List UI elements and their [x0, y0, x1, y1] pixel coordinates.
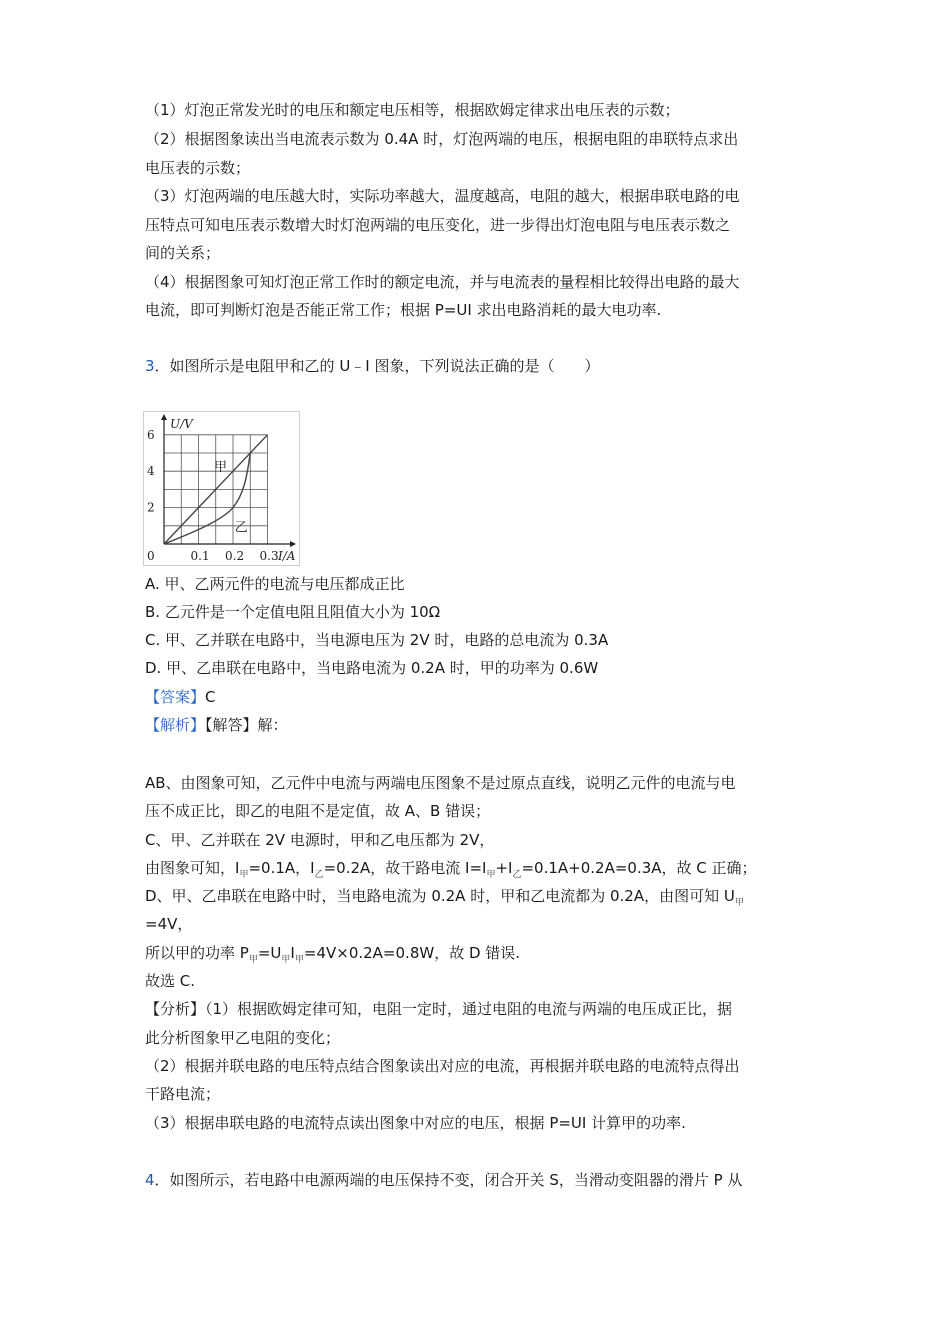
s3-sub-1: 甲 — [239, 870, 249, 880]
solution-line-1b: 压不成正比，即乙的电阻不是定值，故 A、B 错误； — [145, 802, 491, 820]
analysis-line-3c: 间的关系； — [145, 244, 221, 262]
x-axis-label: I/A — [278, 549, 296, 563]
question-number: 3 — [145, 357, 155, 375]
option-b: B. 乙元件是一个定值电阻且阻值大小为 10Ω — [145, 603, 441, 621]
solution-line-4a — [145, 886, 744, 913]
s4a-sub: 甲 — [734, 898, 744, 908]
solution-line-6: 故选 C. — [145, 972, 196, 990]
solution-line-5 — [145, 943, 520, 970]
s5-text-3: I — [290, 944, 295, 962]
question-text: ．如图所示是电阻甲和乙的 U﹣I 图象，下列说法正确的是（ ） — [154, 357, 600, 375]
analysis-a: 【分析】（1）根据欧姆定律可知，电阻一定时，通过电阻的电流与两端的电压成正比，据 — [145, 1000, 733, 1018]
analysis-line-2a: （2）根据图象读出当电流表示数为 0.4A 时，灯泡两端的电压，根据电阻的串联特点求出 — [145, 130, 739, 148]
x-tick-label: 0.3 — [259, 549, 279, 563]
x-tick-label: 0 — [147, 549, 155, 563]
x-tick-label: 0.2 — [225, 549, 245, 563]
option-d: D. 甲、乙串联在电路中，当电路电流为 0.2A 时，甲的功率为 0.6W — [145, 659, 599, 677]
explain-line — [145, 715, 288, 735]
y-axis-label: U/V — [170, 417, 193, 431]
analysis-c: （2）根据并联电路的电压特点结合图象读出对应的电流，再根据并联电路的电流特点得出 — [145, 1057, 740, 1075]
question-3-stem — [145, 356, 600, 376]
s5-text-2: =U — [257, 944, 282, 962]
analysis-line-3b: 压特点可知电压表示数增大时灯泡两端的电压变化，进一步得出灯泡电阻与电压表示数之 — [145, 216, 731, 234]
question-number: 4 — [145, 1171, 155, 1189]
question-text: ．如图所示，若电路中电源两端的电压保持不变，闭合开关 S，当滑动变阻器的滑片 P 从 — [154, 1171, 743, 1189]
y-tick-label: 4 — [147, 464, 155, 479]
question-4-stem — [145, 1170, 742, 1190]
analysis-e: （3）根据串联电路的电流特点读出图象中对应的电压，根据 P=UI 计算甲的功率. — [145, 1114, 686, 1132]
s3-sub-3: 甲 — [486, 870, 496, 880]
series-yi-label: 乙 — [234, 520, 248, 536]
x-tick-label: 0.1 — [190, 549, 210, 563]
s3-sub-4: 乙 — [512, 870, 522, 880]
s3-text-4: +I — [495, 859, 513, 877]
explain-head: 【解答】解： — [205, 716, 288, 734]
s3-text-1: 由图象可知，I — [145, 859, 240, 877]
x-axis-arrow — [290, 541, 296, 547]
s5-text-4: =4V×0.2A=0.8W，故 D 错误. — [303, 944, 521, 962]
y-axis-arrow — [161, 414, 167, 420]
analysis-line-3a: （3）灯泡两端的电压越大时，实际功率越大，温度越高，电阻的越大，根据串联电路的电 — [145, 187, 740, 205]
s5-sub-2: 甲 — [281, 955, 291, 965]
s3-text-3: =0.2A，故干路电流 I=I — [323, 859, 487, 877]
s5-text-1: 所以甲的功率 P — [145, 944, 249, 962]
answer-value: C — [205, 688, 216, 706]
solution-line-2: C、甲、乙并联在 2V 电源时，甲和乙电压都为 2V， — [145, 831, 495, 849]
series-jia-label: 甲 — [214, 460, 228, 476]
analysis-line-2b: 电压表的示数； — [145, 159, 251, 177]
ui-chart-svg — [144, 412, 299, 565]
s3-text-5: =0.1A+0.2A=0.3A，故 C 正确； — [521, 859, 757, 877]
answer-line — [145, 687, 216, 707]
answer-tag: 【答案】 — [145, 688, 206, 706]
analysis-line-4a: （4）根据图象可知灯泡正常工作时的额定电流，并与电流表的量程相比较得出电路的最大 — [145, 273, 740, 291]
analysis-b: 此分析图象甲乙电阻的变化； — [145, 1029, 341, 1047]
ui-graph — [143, 411, 300, 566]
y-tick-label: 6 — [147, 427, 155, 442]
y-tick-label: 2 — [147, 500, 155, 515]
explain-tag: 【解析】 — [145, 716, 206, 734]
s4a-text: D、甲、乙串联在电路中时，当电路电流为 0.2A 时，甲和乙电流都为 0.2A，由图可知 U — [145, 887, 735, 905]
option-a: A. 甲、乙两元件的电流与电压都成正比 — [145, 575, 405, 593]
solution-line-1a: AB、由图象可知，乙元件中电流与两端电压图象不是过原点直线，说明乙元件的电流与电 — [145, 774, 736, 792]
s3-text-2: =0.1A，I — [248, 859, 315, 877]
option-c: C. 甲、乙并联在电路中，当电源电压为 2V 时，电路的总电流为 0.3A — [145, 631, 609, 649]
s5-sub-3: 甲 — [294, 955, 304, 965]
s5-sub-1: 甲 — [248, 955, 258, 965]
solution-line-4b: =4V， — [145, 915, 193, 933]
analysis-d: 干路电流； — [145, 1085, 221, 1103]
analysis-line-4b: 电流，即可判断灯泡是否能正常工作；根据 P=UI 求出电路消耗的最大电功率. — [145, 301, 662, 319]
analysis-line-1: （1）灯泡正常发光时的电压和额定电压相等，根据欧姆定律求出电压表的示数； — [145, 101, 680, 119]
s3-sub-2: 乙 — [314, 870, 324, 880]
solution-line-3 — [145, 858, 757, 885]
